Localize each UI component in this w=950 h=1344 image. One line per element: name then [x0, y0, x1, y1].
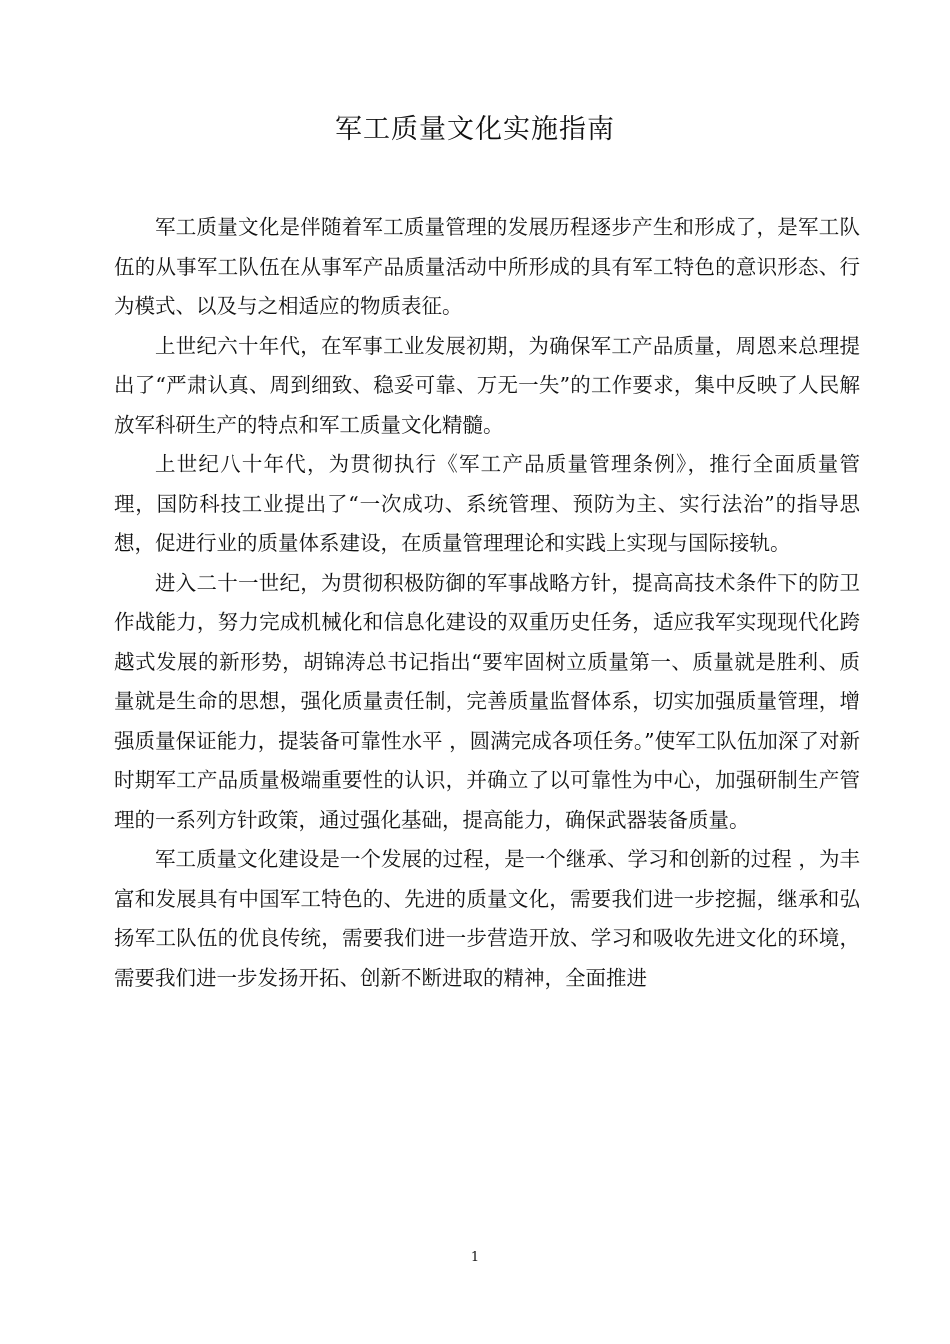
document-body	[114, 208, 860, 998]
page-number: 1	[470, 1250, 480, 1265]
document-title: 军工质量文化实施指南	[335, 114, 615, 145]
paragraph-3: 上世纪八十年代，为贯彻执行《军工产品质量管理条例》，推行全面质量管理，国防科技工业提出了“一次成功、系统管理、预防为主、实行法治”的指导思想，促进行业的质量体系建设，在质量管理理论和实践上实现与国际接轨。	[114, 452, 860, 555]
paragraph-5: 军工质量文化建设是一个发展的过程，是一个继承、学习和创新的过程 ，为丰富和发展具有中国军工特色的、先进的质量文化，需要我们进一步挖掘，继承和弘扬军工队伍的优良传统，需要我们进一步营造开放、学习和吸收先进文化的环境，需要我们进一步发扬开拓、创新不断进取的精神，全面推进	[114, 847, 860, 990]
paragraph-2: 上世纪六十年代，在军事工业发展初期，为确保军工产品质量，周恩来总理提出了“严肃认真、周到细致、稳妥可靠、万无一失”的工作要求，集中反映了人民解放军科研生产的特点和军工质量文化精髓。	[114, 333, 860, 437]
paragraph-4: 进入二十一世纪，为贯彻积极防御的军事战略方针，提高高技术条件下的防卫作战能力，努力完成机械化和信息化建设的双重历史任务，适应我军实现现代化跨越式发展的新形势，胡锦涛总书记指出“要牢固树立质量第一、质量就是胜利、质量就是生命的思想，强化质量责任制，完善质量监督体系，切实加强质量管理，增强质量保证能力，提装备可靠性水平 ，圆满完成各项任务。”使军工队伍加深了对新时期军工产品质量极端重要性的认识，并确立了以可靠性为中心，加强研制生产管理的一系列方针政策，通过强化基础，提高能力，确保武器装备质量。	[114, 570, 860, 832]
paragraph-1: 军工质量文化是伴随着军工质量管理的发展历程逐步产生和形成了，是军工队伍的从事军工队伍在从事军产品质量活动中所形成的具有军工特色的意识形态、行为模式、以及与之相适应的物质表征。	[114, 215, 860, 318]
